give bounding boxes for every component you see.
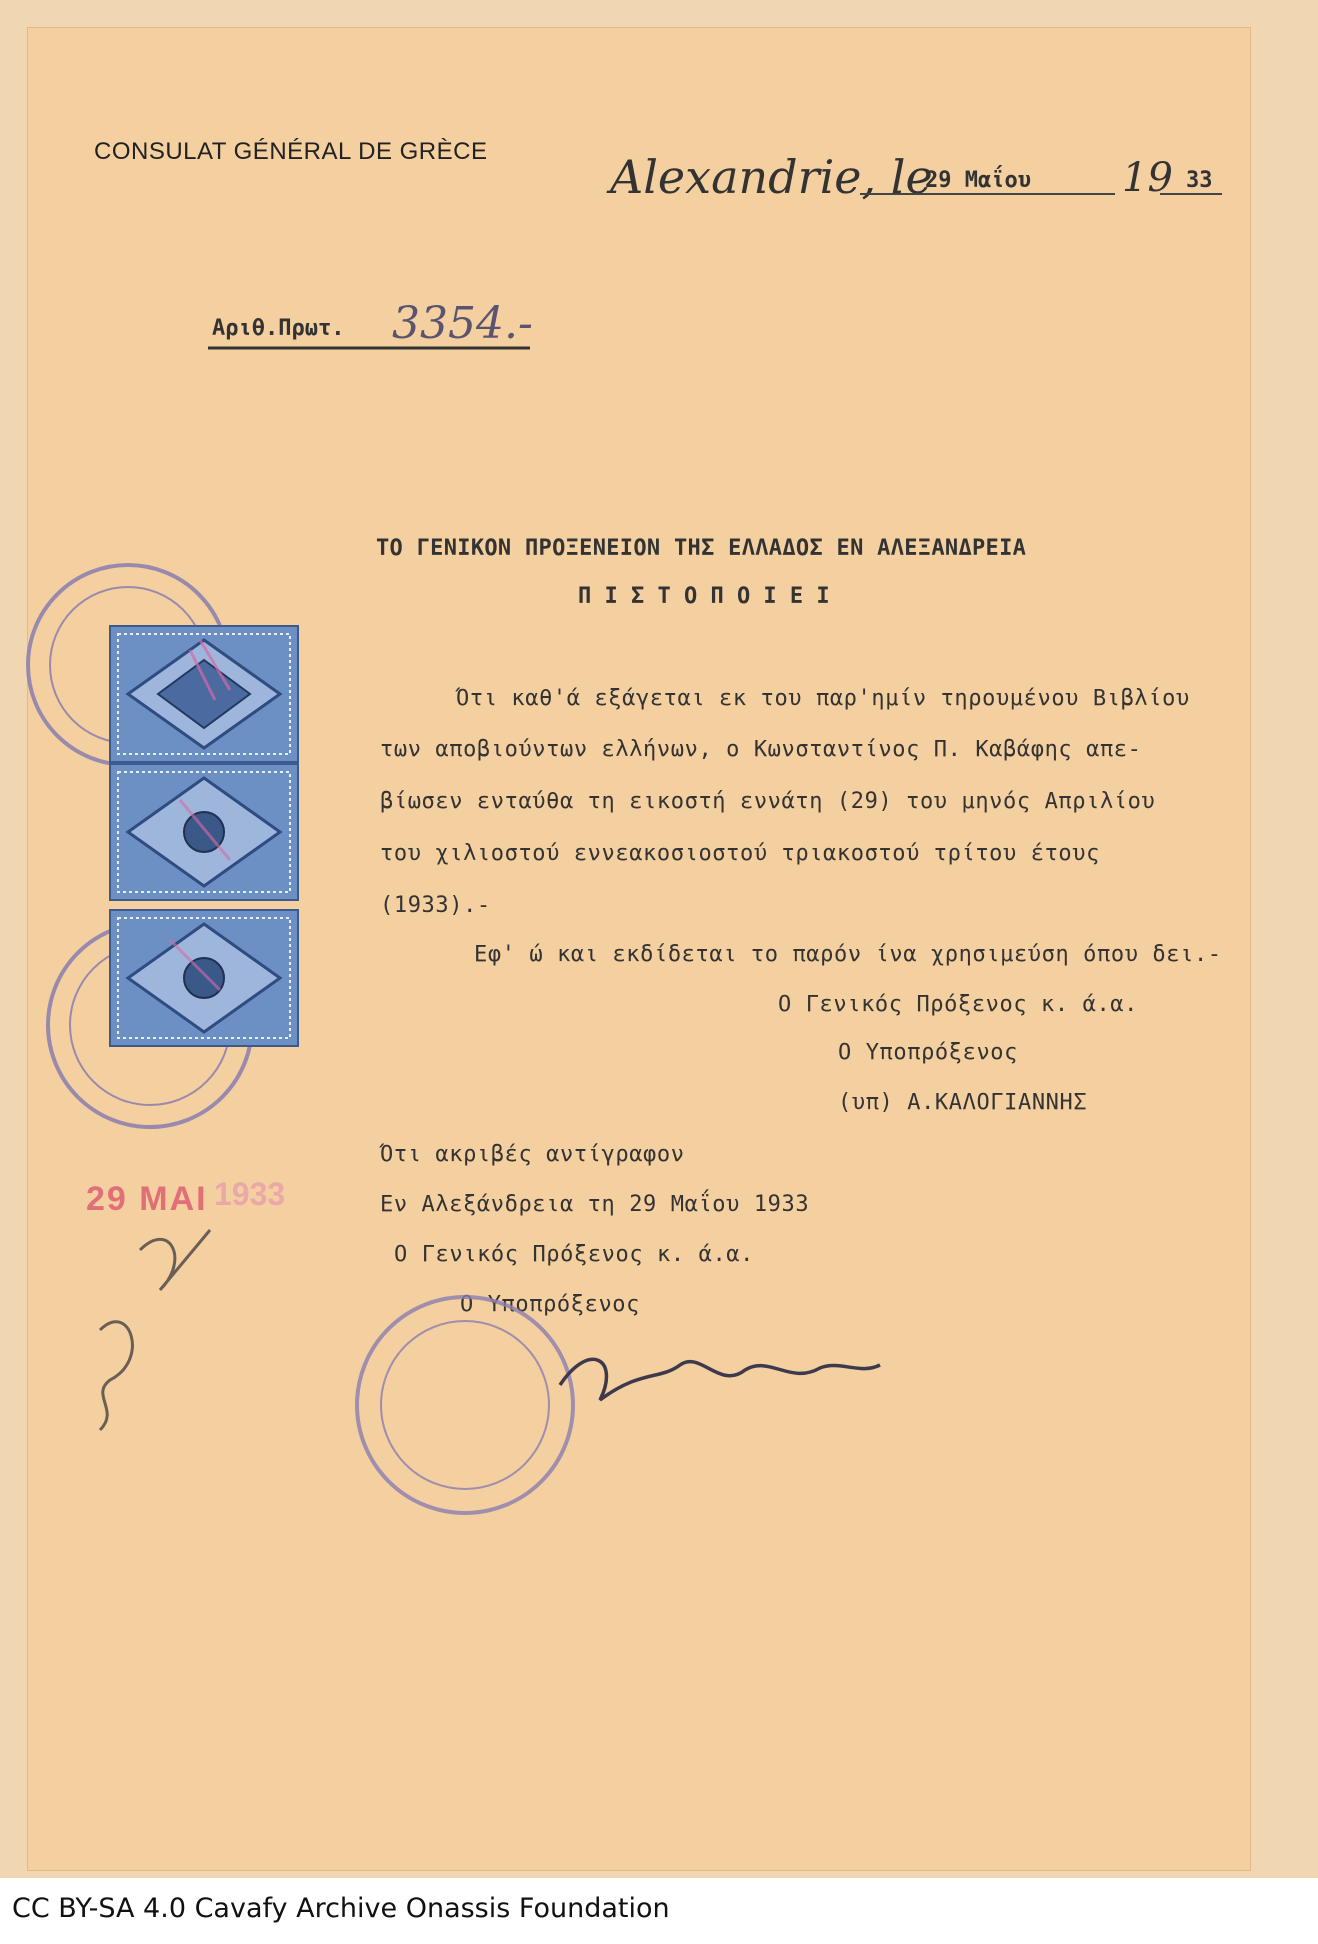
paragraph-line: των αποβιούντων ελλήνων, ο Κωνσταντίνος Π. Καβάφης απε- (380, 737, 1142, 762)
paragraph-line: του χιλιοστού εννεακοσιοστού τριακοστού τρίτου έτους (380, 841, 1100, 866)
certificate-subheading: Π Ι Σ Τ Ο Π Ο Ι Ε Ι (578, 584, 830, 609)
paragraph-line: βίωσεν ενταύθα τη εικοστή εννάτη (29) του μηνός Απριλίου (380, 789, 1156, 814)
copy-line: Ο Γενικός Πρόξενος κ. ά.α. (394, 1242, 754, 1267)
protocol-number: 3354.- (392, 298, 533, 349)
year-prefix: 19 (1122, 155, 1173, 201)
paragraph-line: (1933).- (380, 893, 491, 918)
date-stamp-day: 29 ΜΑΙ (86, 1180, 208, 1218)
year-suffix: 33 (1186, 168, 1213, 193)
revenue-stamp (110, 910, 298, 1046)
consulate-round-stamp-signature (357, 1297, 573, 1513)
place-prefix: Alexandrie, le (610, 150, 933, 204)
copy-line: Ότι ακριβές αντίγραφον (380, 1142, 685, 1167)
revenue-stamp (110, 764, 298, 900)
copy-line: Εν Αλεξάνδρεια τη 29 Μαΐου 1933 (380, 1192, 810, 1217)
closing-line: Εφ' ώ και εκδίδεται το παρόν ίνα χρησιμεύση όπου δει.- (474, 942, 1222, 967)
certificate-heading: ΤΟ ΓΕΝΙΚΟΝ ΠΡΟΞΕΝΕΙΟΝ ΤΗΣ ΕΛΛΑΔΟΣ ΕΝ ΑΛΕΞΑΝΔΡΕΙΑ (376, 536, 1027, 561)
archive-credit: CC BY-SA 4.0 Cavafy Archive Onassis Foundation (12, 1893, 670, 1924)
document-date: 29 Μαΐου (925, 168, 1031, 193)
copy-line: Ο Υποπρόξενος (460, 1292, 640, 1317)
consulate-letterhead: CONSULAT GÉNÉRAL DE GRÈCE (94, 138, 488, 165)
date-stamp-year: 1933 (214, 1176, 286, 1212)
signatory-subtitle: Ο Υποπρόξενος (838, 1040, 1018, 1065)
consul-signature (560, 1359, 880, 1400)
protocol-label: Αριθ.Πρωτ. (212, 316, 345, 341)
paragraph-line: Ότι καθ'ά εξάγεται εκ του παρ'ημίν τηρουμένου Βιβλίου (456, 686, 1190, 711)
left-initials-signature (100, 1230, 210, 1430)
signatory-name: (υπ) Α.ΚΑΛΟΓΙΑΝΝΗΣ (838, 1090, 1088, 1115)
signatory-title: Ο Γενικός Πρόξενος κ. ά.α. (778, 992, 1138, 1017)
